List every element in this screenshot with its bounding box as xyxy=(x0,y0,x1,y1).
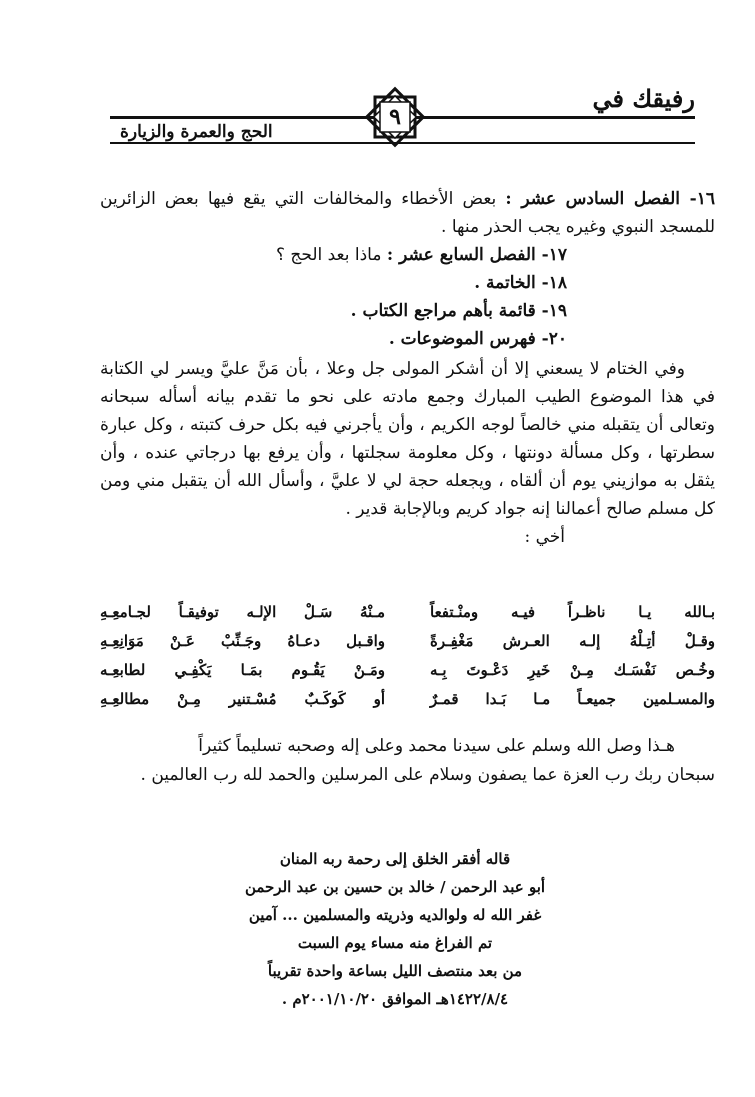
verse-first-hemistich: والمسـلمين جميعـاً مـا بَـدا قمـرٌ xyxy=(430,690,715,708)
page-body xyxy=(100,185,715,551)
poem xyxy=(100,598,715,714)
verse-second-hemistich: ومَـنْ يَقُـوم بمَـا يَكْفِـي لطابعِـه xyxy=(100,661,385,679)
closing-line: سبحان ربك رب العزة عما يصفون وسلام على المرسلين والحمد لله رب العالمين . xyxy=(140,765,715,785)
item-title: ٢٠- فهرس الموضوعات . xyxy=(388,329,567,349)
item-text: بعض الأخطاء والمخالفات التي يقع فيها بعض الزائرين للمسجد النبوي وغيره يجب الحذر منها . xyxy=(100,189,715,237)
item-title: ١٦- الفصل السادس عشر : xyxy=(505,189,715,209)
verse-first-hemistich: وخُـص نَفْسَـك مِـنْ خَيرِ دَعْـوتَ بِـه xyxy=(430,661,715,679)
signature-line: غفر الله له ولوالديه وذريته والمسلمين ... آمين xyxy=(248,906,542,924)
closing-line: هـذا وصل الله وسلم على سيدنا محمد وعلى إله وصحبه تسليماً كثيراً xyxy=(198,736,675,756)
toc-item-19 xyxy=(100,297,715,325)
conclusion-paragraph: وفي الختام لا يسعني إلا أن أشكر المولى جل وعلا ، بأن مَنَّ عليَّ ويسر لي الكتابة في هذا الموضوع الطيب المبارك وجمع مادته على نحو ما تقدم بيانه أسأله سبحانه وتعالى أن يتقبله مني خالصاً لوجه الكريم ، وأن يأجرني فيه بكل حرف كتبته ، وكل عبارة سطرتها ، وكل مسألة دونتها ، وكل معلومة سجلتها ، وأن يرفع بها درجاتي عنده ، وأن يثقل به موازيني يوم أن ألقاه ، ويجعله حجة لي لا عليَّ ، وأسأل الله أن يتقبل مني ومن كل مسلم صالح أعمالنا إنه جواد كريم وبالإجابة قدير . xyxy=(100,359,715,519)
item-title: ١٧- الفصل السابع عشر : xyxy=(386,245,567,265)
signature-date-line: ١٤٢٢/٨/٤هـ الموافق ٢٠٠١/١٠/٢٠م . xyxy=(281,990,509,1008)
toc-item-18 xyxy=(100,269,715,297)
page-header xyxy=(110,78,695,148)
poem-verse xyxy=(100,598,715,627)
header-book-title: رفيقك في xyxy=(592,84,695,113)
address-line: أخي : xyxy=(524,527,565,547)
item-title: ١٨- الخاتمة . xyxy=(474,273,567,293)
page-number-badge xyxy=(360,82,430,152)
signature-line: تم الفراغ منه مساء يوم السبت xyxy=(297,934,493,952)
page-number: ٩ xyxy=(389,104,401,130)
verse-second-hemistich: أو كَوكَـبٌ مُسْـتنير مِـنْ مطالعِـهِ xyxy=(100,690,385,708)
signature-line: من بعد منتصف الليل بساعة واحدة تقريباً xyxy=(267,962,523,980)
item-text: ماذا بعد الحج ؟ xyxy=(275,245,387,265)
header-book-subtitle: الحج والعمرة والزيارة xyxy=(120,122,273,142)
poem-verse xyxy=(100,627,715,656)
signature-line: أبو عبد الرحمن / خالد بن حسين بن عبد الرحمن xyxy=(244,878,546,896)
signature-line: قاله أفقر الخلق إلى رحمة ربه المنان xyxy=(279,850,511,868)
poem-verse xyxy=(100,656,715,685)
verse-second-hemistich: واقـبل دعـاهُ وجَـنِّبْ عَـنْ مَوَانِعِـهِ xyxy=(100,632,385,650)
toc-item-16 xyxy=(100,185,715,241)
item-title: ١٩- قائمة بأهم مراجع الكتاب . xyxy=(350,301,567,321)
poem-verse xyxy=(100,685,715,714)
closing-prayer xyxy=(100,732,715,790)
toc-item-20 xyxy=(100,325,715,353)
verse-first-hemistich: وقـلْ أتِـلْهُ إلـه العـرش مَغْفِـرةً xyxy=(430,632,715,650)
verse-second-hemistich: مـنْهُ سَـلْ الإلـه توفيقـاً لجـامعِـهِ xyxy=(100,603,385,621)
verse-first-hemistich: بـالله يـا ناظـراً فيـه ومنْـتفعاً xyxy=(430,603,715,621)
author-signature-block xyxy=(160,845,630,1013)
toc-item-17 xyxy=(100,241,715,269)
